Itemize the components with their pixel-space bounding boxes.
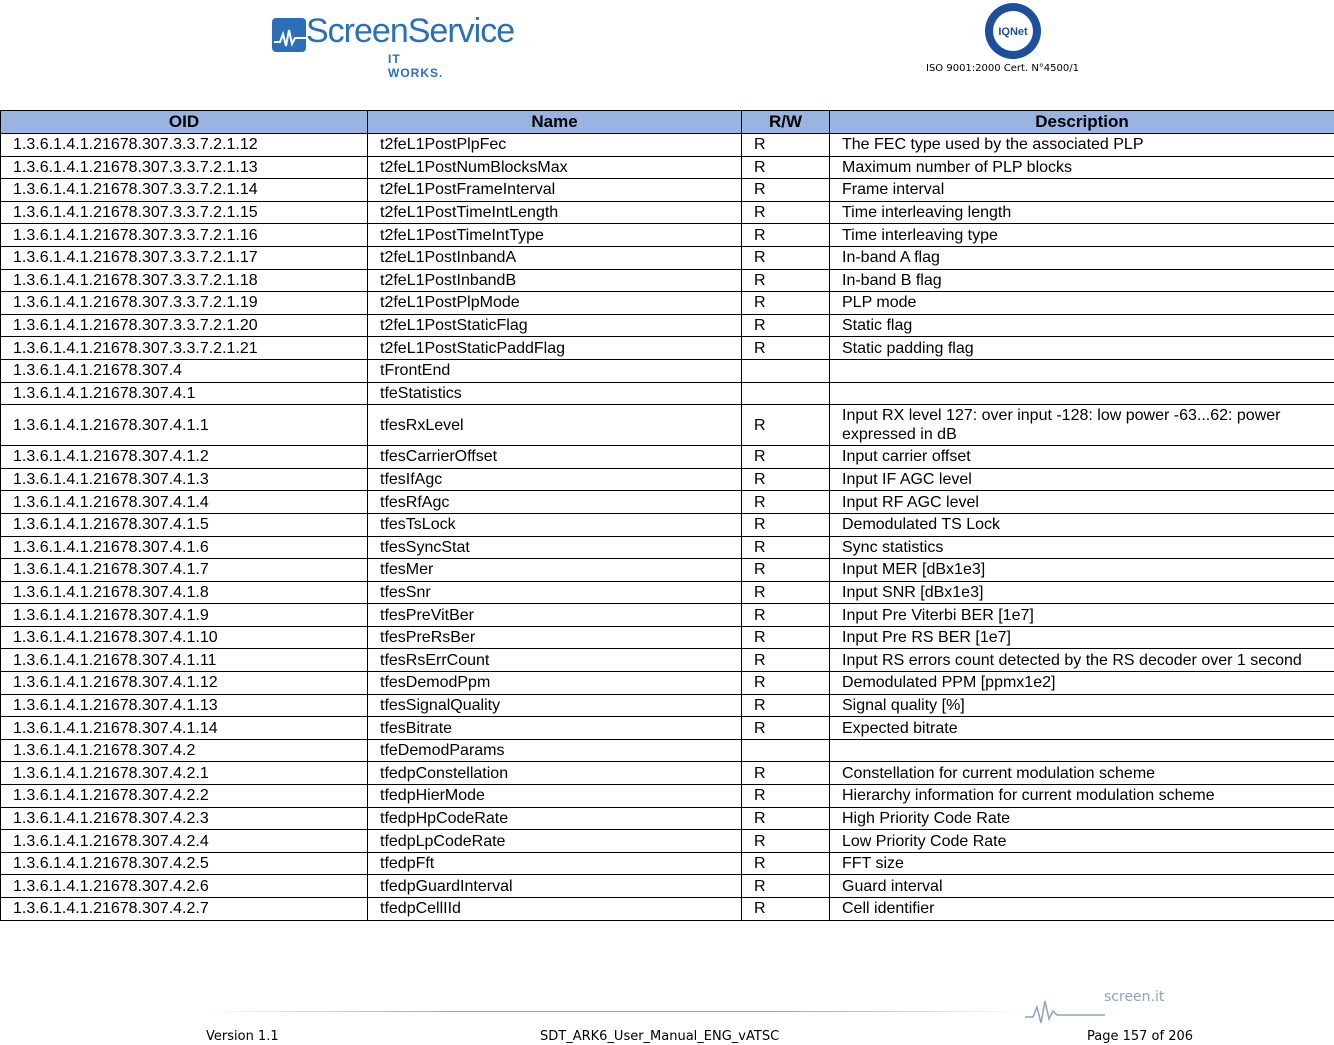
cell-description: PLP mode [830,292,1334,315]
cell-name: tfedpFft [368,852,742,875]
table-row [1,513,1334,536]
cell-rw: R [742,807,830,830]
cell-description [830,382,1334,405]
cell-oid: 1.3.6.1.4.1.21678.307.3.3.7.2.1.21 [1,337,368,360]
cell-name: tfedpHpCodeRate [368,807,742,830]
cell-rw: R [742,405,830,446]
cell-oid: 1.3.6.1.4.1.21678.307.4.1.2 [1,446,368,469]
cell-rw: R [742,513,830,536]
logo-tagline: IT WORKS. [388,52,444,80]
cell-name: tfesPreVitBer [368,604,742,627]
cell-description: The FEC type used by the associated PLP [830,134,1334,157]
table-row [1,359,1334,382]
cell-description: Input RS errors count detected by the RS decoder over 1 second [830,649,1334,672]
cell-description: Frame interval [830,179,1334,202]
page-header [0,0,1334,100]
cell-description: Input SNR [dBx1e3] [830,581,1334,604]
cell-rw: R [742,337,830,360]
cell-rw: R [742,694,830,717]
cell-name: tfesMer [368,559,742,582]
cell-rw: R [742,852,830,875]
table-row [1,201,1334,224]
cell-oid: 1.3.6.1.4.1.21678.307.4.1.7 [1,559,368,582]
cell-rw [742,359,830,382]
cell-description: Static flag [830,314,1334,337]
cell-description [830,359,1334,382]
col-header-name: Name [368,111,742,134]
cell-description: Demodulated TS Lock [830,513,1334,536]
cell-description: Time interleaving length [830,201,1334,224]
cell-description: Maximum number of PLP blocks [830,156,1334,179]
cell-description: Static padding flag [830,337,1334,360]
table-row [1,246,1334,269]
cell-name: t2feL1PostNumBlocksMax [368,156,742,179]
cell-oid: 1.3.6.1.4.1.21678.307.3.3.7.2.1.13 [1,156,368,179]
cell-name: t2feL1PostInbandB [368,269,742,292]
cell-oid: 1.3.6.1.4.1.21678.307.3.3.7.2.1.20 [1,314,368,337]
cell-description: Input Pre Viterbi BER [1e7] [830,604,1334,627]
cell-oid: 1.3.6.1.4.1.21678.307.3.3.7.2.1.14 [1,179,368,202]
cell-oid: 1.3.6.1.4.1.21678.307.4.1.5 [1,513,368,536]
cell-rw: R [742,246,830,269]
cell-name: tfesDemodPpm [368,672,742,695]
cell-name: tfedpGuardInterval [368,875,742,898]
cell-oid: 1.3.6.1.4.1.21678.307.3.3.7.2.1.17 [1,246,368,269]
table-row [1,314,1334,337]
table-row [1,875,1334,898]
iso-cert-text: ISO 9001:2000 Cert. N°4500/1 [926,63,1079,74]
cell-rw: R [742,559,830,582]
table-row [1,134,1334,157]
table-row [1,649,1334,672]
table-row [1,156,1334,179]
cell-rw: R [742,134,830,157]
table-row [1,717,1334,740]
col-header-description: Description [830,111,1334,134]
cell-name: tfesRsErrCount [368,649,742,672]
cell-oid: 1.3.6.1.4.1.21678.307.3.3.7.2.1.15 [1,201,368,224]
footer-page-number: Page 157 of 206 [1087,1029,1194,1044]
table-row [1,491,1334,514]
cell-oid: 1.3.6.1.4.1.21678.307.4.2.5 [1,852,368,875]
cell-name: tfesSyncStat [368,536,742,559]
table-row [1,382,1334,405]
cell-oid: 1.3.6.1.4.1.21678.307.4 [1,359,368,382]
cell-oid: 1.3.6.1.4.1.21678.307.4.1.1 [1,405,368,446]
cell-name: tfedpConstellation [368,762,742,785]
cell-name: tfedpLpCodeRate [368,830,742,853]
footer-version: Version 1.1 [206,1029,279,1044]
table-row [1,762,1334,785]
cell-rw: R [742,201,830,224]
cell-oid: 1.3.6.1.4.1.21678.307.4.1.9 [1,604,368,627]
cell-oid: 1.3.6.1.4.1.21678.307.4.1 [1,382,368,405]
cell-rw: R [742,581,830,604]
table-row [1,536,1334,559]
cell-oid: 1.3.6.1.4.1.21678.307.4.1.10 [1,626,368,649]
cell-description: Input RF AGC level [830,491,1334,514]
cell-name: tfesRfAgc [368,491,742,514]
oid-table [0,110,1334,921]
cell-name: tfesCarrierOffset [368,446,742,469]
cell-description: Cell identifier [830,898,1334,921]
cell-name: t2feL1PostTimeIntLength [368,201,742,224]
footer-brand: screen.it [1104,989,1165,1005]
cell-rw: R [742,179,830,202]
cell-oid: 1.3.6.1.4.1.21678.307.4.2.6 [1,875,368,898]
cell-oid: 1.3.6.1.4.1.21678.307.4.1.14 [1,717,368,740]
cell-name: t2feL1PostInbandA [368,246,742,269]
cell-oid: 1.3.6.1.4.1.21678.307.3.3.7.2.1.19 [1,292,368,315]
footer-divider [200,1011,1030,1012]
table-row [1,405,1334,446]
cell-oid: 1.3.6.1.4.1.21678.307.4.2 [1,739,368,762]
table-row [1,672,1334,695]
iqnet-label: IQNet [998,26,1028,38]
cell-description: Sync statistics [830,536,1334,559]
cell-rw: R [742,604,830,627]
cell-description: Input Pre RS BER [1e7] [830,626,1334,649]
table-row [1,559,1334,582]
screenservice-logo [270,6,515,80]
cell-name: t2feL1PostPlpMode [368,292,742,315]
table-row [1,785,1334,808]
cell-rw: R [742,269,830,292]
cell-rw: R [742,536,830,559]
cell-rw: R [742,446,830,469]
cell-rw: R [742,491,830,514]
table-row [1,739,1334,762]
table-row [1,604,1334,627]
cell-oid: 1.3.6.1.4.1.21678.307.4.2.4 [1,830,368,853]
cell-rw: R [742,785,830,808]
cell-name: t2feL1PostTimeIntType [368,224,742,247]
cell-description: Demodulated PPM [ppmx1e2] [830,672,1334,695]
table-row [1,292,1334,315]
cell-description: Hierarchy information for current modulation scheme [830,785,1334,808]
cell-name: tfesIfAgc [368,468,742,491]
page-footer [0,985,1334,1045]
cell-description: Expected bitrate [830,717,1334,740]
cell-oid: 1.3.6.1.4.1.21678.307.4.1.12 [1,672,368,695]
cell-rw: R [742,156,830,179]
cell-description: Time interleaving type [830,224,1334,247]
cell-oid: 1.3.6.1.4.1.21678.307.4.1.4 [1,491,368,514]
cell-description: Input carrier offset [830,446,1334,469]
col-header-oid: OID [1,111,368,134]
cell-oid: 1.3.6.1.4.1.21678.307.4.1.3 [1,468,368,491]
cell-description: High Priority Code Rate [830,807,1334,830]
table-row [1,468,1334,491]
table-row [1,337,1334,360]
cell-oid: 1.3.6.1.4.1.21678.307.4.2.2 [1,785,368,808]
cell-description [830,739,1334,762]
cell-description: Low Priority Code Rate [830,830,1334,853]
cell-rw: R [742,224,830,247]
cell-description: In-band B flag [830,269,1334,292]
cell-oid: 1.3.6.1.4.1.21678.307.4.1.8 [1,581,368,604]
cell-description: Input IF AGC level [830,468,1334,491]
cell-oid: 1.3.6.1.4.1.21678.307.3.3.7.2.1.18 [1,269,368,292]
table-row [1,807,1334,830]
table-row [1,626,1334,649]
cell-oid: 1.3.6.1.4.1.21678.307.4.1.6 [1,536,368,559]
table-row [1,898,1334,921]
col-header-rw: R/W [742,111,830,134]
cell-name: t2feL1PostPlpFec [368,134,742,157]
table-row [1,694,1334,717]
cell-oid: 1.3.6.1.4.1.21678.307.4.2.7 [1,898,368,921]
logo-wave-icon [270,16,310,56]
cell-name: tFrontEnd [368,359,742,382]
cell-name: tfesSnr [368,581,742,604]
cell-rw: R [742,875,830,898]
cell-rw: R [742,468,830,491]
footer-document-name: SDT_ARK6_User_Manual_ENG_vATSC [540,1029,780,1044]
cell-rw [742,739,830,762]
table-row [1,224,1334,247]
table-row [1,581,1334,604]
cell-name: tfesBitrate [368,717,742,740]
cell-description: FFT size [830,852,1334,875]
cell-oid: 1.3.6.1.4.1.21678.307.3.3.7.2.1.12 [1,134,368,157]
cell-oid: 1.3.6.1.4.1.21678.307.4.1.11 [1,649,368,672]
cell-name: tfedpCellIId [368,898,742,921]
cell-description: Signal quality [%] [830,694,1334,717]
table-header-row [1,111,1334,134]
cell-name: t2feL1PostStaticFlag [368,314,742,337]
cell-oid: 1.3.6.1.4.1.21678.307.3.3.7.2.1.16 [1,224,368,247]
cell-oid: 1.3.6.1.4.1.21678.307.4.2.3 [1,807,368,830]
table-row [1,269,1334,292]
cell-description: Input MER [dBx1e3] [830,559,1334,582]
cell-description: Constellation for current modulation scheme [830,762,1334,785]
cell-rw: R [742,314,830,337]
cell-name: tfesSignalQuality [368,694,742,717]
table-row [1,446,1334,469]
cell-name: tfedpHierMode [368,785,742,808]
cell-rw: R [742,626,830,649]
cell-rw: R [742,762,830,785]
cell-oid: 1.3.6.1.4.1.21678.307.4.2.1 [1,762,368,785]
cell-description: In-band A flag [830,246,1334,269]
cell-rw: R [742,717,830,740]
cell-oid: 1.3.6.1.4.1.21678.307.4.1.13 [1,694,368,717]
table-row [1,179,1334,202]
cell-name: tfeStatistics [368,382,742,405]
cell-name: t2feL1PostFrameInterval [368,179,742,202]
cell-name: t2feL1PostStaticPaddFlag [368,337,742,360]
table-row [1,852,1334,875]
cell-rw [742,382,830,405]
table-row [1,830,1334,853]
table-body [1,134,1334,921]
footer-wave-icon [1025,995,1105,1025]
iqnet-cert-icon [984,2,1042,60]
cell-name: tfesPreRsBer [368,626,742,649]
cell-rw: R [742,898,830,921]
cell-description: Input RX level 127: over input -128: low power -63...62: power expressed in dB [830,405,1334,446]
cell-rw: R [742,830,830,853]
logo-name: ScreenService [306,12,515,50]
cell-name: tfesTsLock [368,513,742,536]
cell-description: Guard interval [830,875,1334,898]
cell-rw: R [742,292,830,315]
cell-name: tfesRxLevel [368,405,742,446]
cell-rw: R [742,672,830,695]
cell-rw: R [742,649,830,672]
cell-name: tfeDemodParams [368,739,742,762]
